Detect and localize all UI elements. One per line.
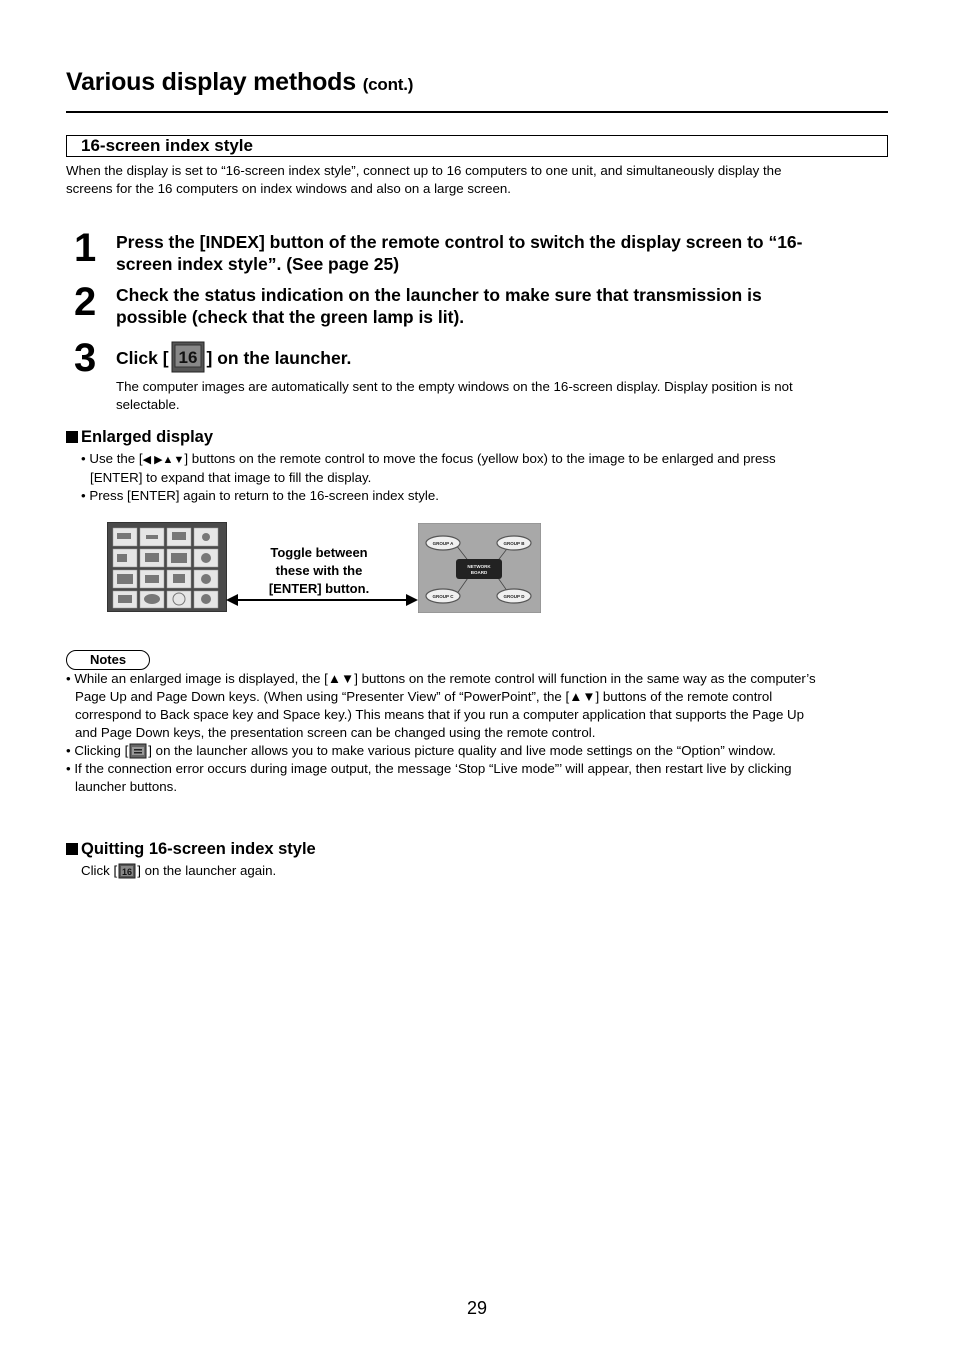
- quitting-heading: [66, 840, 316, 859]
- note-1-line: Page Up and Page Down keys. (When using “Presenter View” of “PowerPoint”, the [▲▼] buttons of the remote control: [75, 689, 773, 704]
- page-number: 29: [466, 1298, 488, 1318]
- page-title-suffix: (cont.): [362, 75, 414, 94]
- intro-line: When the display is set to “16-screen index style”, connect up to 16 computers to one unit, and simultaneously display the: [66, 163, 782, 178]
- option-icon[interactable]: [129, 743, 147, 759]
- note-1-line: correspond to Back space key and Space key.) This means that if you run a computer application that supports the Page Up: [75, 707, 805, 722]
- arrow-keys-glyphs: ◀ ▶▲▼: [142, 454, 185, 466]
- group-a-label: GROUP A: [432, 541, 454, 546]
- enlarged-heading-text: Enlarged display: [81, 428, 214, 446]
- page-title-text: Various display methods: [66, 68, 356, 96]
- index-screen-thumbnail: [107, 522, 227, 612]
- step-3-desc-line: The computer images are automatically sent to the empty windows on the 16-screen display. Display position is not: [116, 379, 793, 394]
- index-16-icon[interactable]: [118, 863, 136, 879]
- enlarged-bullets: [81, 450, 891, 505]
- quitting-post: ] on the launcher again.: [137, 863, 277, 878]
- svg-text:16: 16: [178, 348, 197, 367]
- enlarged-bullet-1: [81, 450, 891, 469]
- notes-list: [66, 670, 896, 796]
- enlarged-screen-thumbnail: [418, 523, 541, 613]
- quitting-heading-text: Quitting 16-screen index style: [81, 840, 316, 858]
- group-b-label: GROUP B: [503, 541, 525, 546]
- note-2-pre: • Clicking [: [66, 743, 129, 758]
- notes-label: Notes: [66, 650, 150, 670]
- note-3-line: launcher buttons.: [75, 779, 178, 794]
- page-title: [66, 68, 413, 97]
- bullet-text: • Use the [: [81, 451, 143, 466]
- step-3-description: [116, 378, 886, 414]
- step-3-text: [116, 341, 886, 373]
- bullet-text: ] buttons on the remote control to move the focus (yellow box) to the image to be enlarged and press: [184, 451, 776, 466]
- step-line: Check the status indication on the launcher to make sure that transmission is: [116, 285, 762, 305]
- step-line: possible (check that the green lamp is lit).: [116, 307, 465, 327]
- enlarged-display-heading: [66, 428, 213, 447]
- note-3-line: • If the connection error occurs during image output, the message ‘Stop “Live mode”’ will appear, then restart live by clicking: [66, 761, 792, 776]
- note-1-line: • While an enlarged image is displayed, the [▲▼] buttons on the remote control will function in the same way as the computer’s: [66, 671, 816, 686]
- step-2-text: [116, 284, 886, 328]
- group-c-label: GROUP C: [432, 594, 454, 599]
- enlarged-bullet-2: • Press [ENTER] again to return to the 16-screen index style.: [81, 488, 439, 503]
- note-2: [66, 742, 896, 760]
- square-bullet-icon: [66, 843, 78, 855]
- step-line: Press the [INDEX] button of the remote control to switch the display screen to “16-: [116, 232, 803, 252]
- toggle-line: these with the: [275, 563, 363, 578]
- step-1-text: [116, 231, 886, 275]
- network-label: NETWORK: [467, 564, 491, 569]
- step-3-pre: Click [: [116, 348, 169, 368]
- title-rule: [66, 111, 888, 113]
- step-3-post: ] on the launcher.: [206, 348, 352, 368]
- section-intro: [66, 162, 896, 198]
- svg-text:16: 16: [122, 867, 133, 877]
- board-label: BOARD: [470, 570, 488, 575]
- toggle-line: Toggle between: [270, 545, 368, 560]
- intro-line: screens for the 16 computers on index windows and also on a large screen.: [66, 181, 511, 196]
- note-2-post: ] on the launcher allows you to make various picture quality and live mode settings on the “Option” window.: [148, 743, 776, 758]
- index-16-icon[interactable]: [171, 341, 205, 373]
- step-3-number: 3: [74, 336, 97, 380]
- step-3-desc-line: selectable.: [116, 397, 180, 412]
- step-line: screen index style”. (See page 25): [116, 254, 400, 274]
- double-arrow-icon: [226, 592, 418, 608]
- quitting-text: [81, 862, 276, 880]
- quitting-pre: Click [: [81, 863, 118, 878]
- square-bullet-icon: [66, 431, 78, 443]
- step-1-number: 1: [74, 226, 97, 270]
- note-1-line: and Page Down keys, the presentation screen can be changed using the remote control.: [75, 725, 596, 740]
- step-2-number: 2: [74, 280, 97, 324]
- enlarged-bullet-1-cont: [ENTER] to expand that image to fill the display.: [90, 470, 372, 485]
- section-heading: 16-screen index style: [81, 136, 253, 155]
- toggle-line: [ENTER] button.: [268, 581, 370, 596]
- section-heading-box: [66, 135, 888, 157]
- group-d-label: GROUP D: [503, 594, 525, 599]
- toggle-caption: [232, 544, 406, 598]
